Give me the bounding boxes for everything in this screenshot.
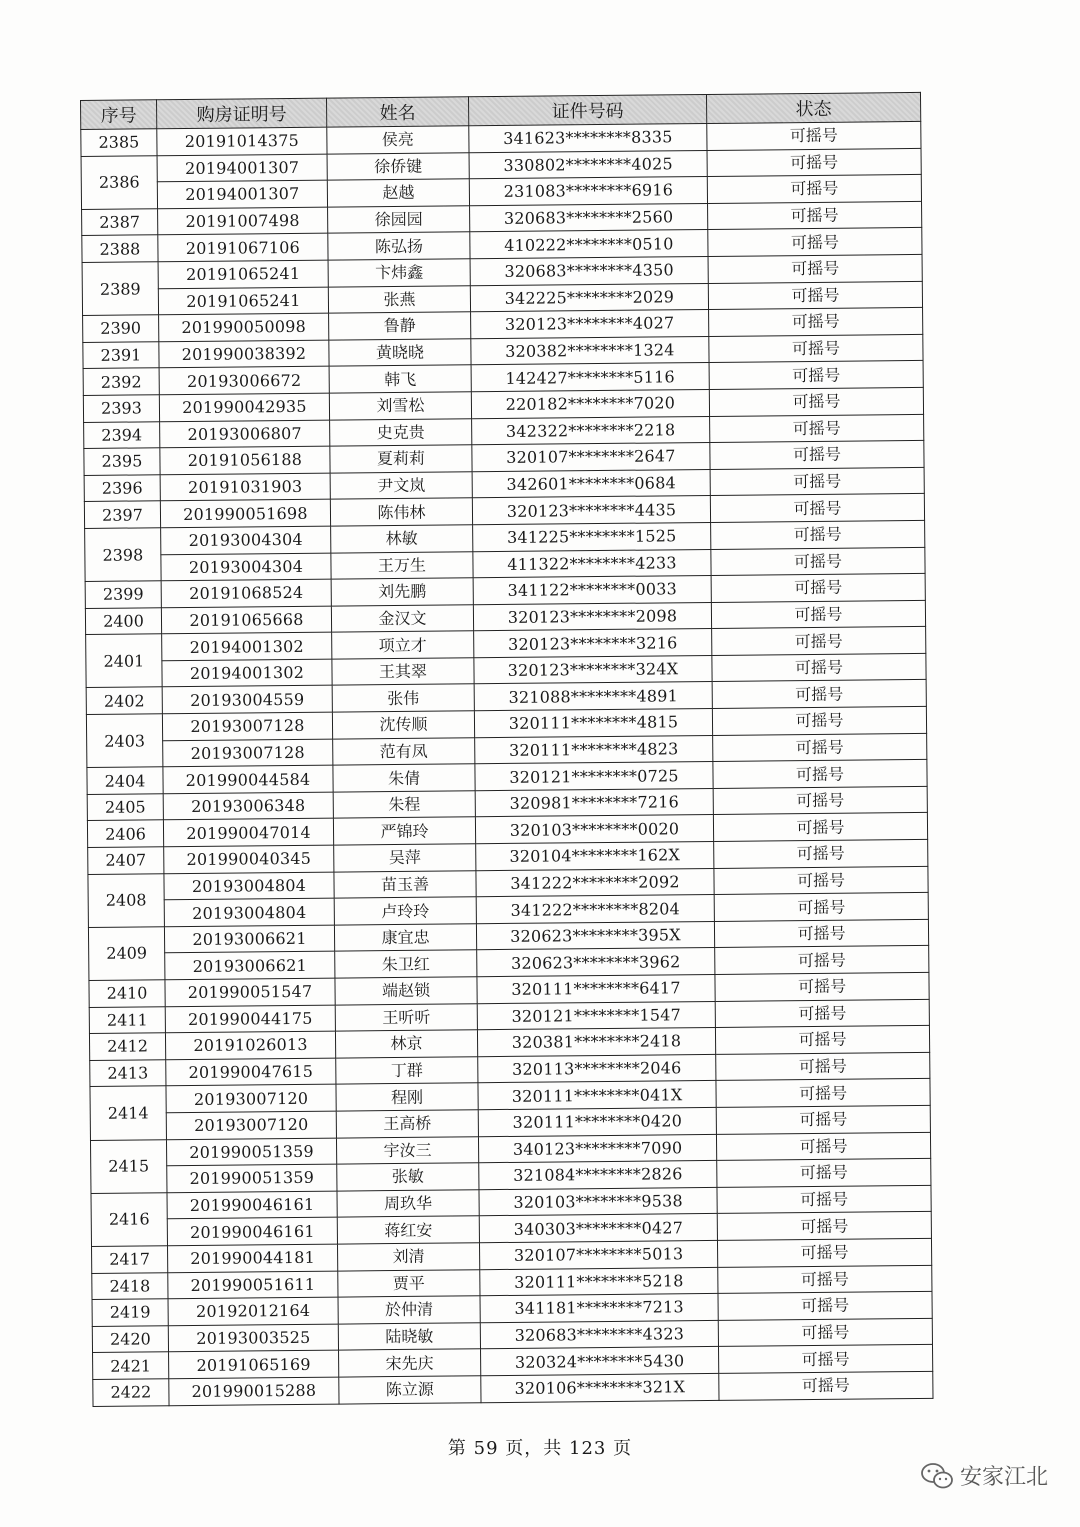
cell-id-no: 321088********4891 <box>474 682 712 711</box>
cell-name: 宇汝三 <box>336 1136 478 1164</box>
cell-cert-no: 201990040345 <box>164 845 334 873</box>
cell-id-no: 320123********3216 <box>474 629 712 658</box>
cell-cert-no: 20191056188 <box>160 446 330 474</box>
cell-cert-no: 20193004804 <box>164 898 334 926</box>
cell-cert-no: 20194001307 <box>157 154 327 182</box>
cell-seq: 2403 <box>86 714 163 768</box>
cell-name: 张伟 <box>332 684 474 712</box>
cell-status: 可摇号 <box>715 999 929 1028</box>
cell-cert-no: 20191014375 <box>157 127 327 155</box>
cell-cert-no: 20193007120 <box>166 1084 336 1112</box>
cell-name: 吴萍 <box>334 844 476 872</box>
cell-name: 严锦玲 <box>333 817 475 845</box>
cell-name: 张燕 <box>328 285 470 313</box>
cell-id-no: 320103********9538 <box>479 1187 717 1216</box>
cell-status: 可摇号 <box>709 308 923 337</box>
cell-status: 可摇号 <box>716 1052 930 1081</box>
cell-name: 刘雪松 <box>329 392 471 420</box>
cell-id-no: 342225********2029 <box>470 283 708 312</box>
cell-name: 丁群 <box>336 1057 478 1085</box>
cell-id-no: 341225********1525 <box>473 522 711 551</box>
cell-seq: 2414 <box>90 1086 167 1140</box>
cell-name: 贾平 <box>338 1269 480 1297</box>
cell-name: 鲁静 <box>329 312 471 340</box>
cell-seq: 2390 <box>83 315 159 342</box>
cell-status: 可摇号 <box>715 972 929 1001</box>
cell-cert-no: 20193003525 <box>168 1324 338 1352</box>
cell-cert-no: 201990044175 <box>165 1005 335 1033</box>
cell-cert-no: 201990047014 <box>163 819 333 847</box>
cell-cert-no: 20191026013 <box>165 1031 335 1059</box>
cell-cert-no: 201990051359 <box>167 1164 337 1192</box>
cell-cert-no: 201990047615 <box>166 1058 336 1086</box>
cell-name: 项立才 <box>332 631 474 659</box>
cell-status: 可摇号 <box>712 706 926 735</box>
cell-name: 蒋红安 <box>337 1216 479 1244</box>
cell-cert-no: 20193004559 <box>162 686 332 714</box>
cell-status: 可摇号 <box>719 1371 933 1400</box>
cell-name: 苗玉善 <box>334 870 476 898</box>
cell-status: 可摇号 <box>717 1238 931 1267</box>
cell-name: 王其翠 <box>332 658 474 686</box>
cell-cert-no: 201990051611 <box>168 1271 338 1299</box>
cell-seq: 2387 <box>82 209 158 236</box>
cell-seq: 2412 <box>89 1033 165 1060</box>
cell-id-no: 320683********4350 <box>470 256 708 285</box>
cell-seq: 2395 <box>84 448 160 475</box>
cell-id-no: 320121********1547 <box>477 1001 715 1030</box>
cell-name: 黄晓晓 <box>329 339 471 367</box>
cell-name: 陈伟林 <box>330 498 472 526</box>
cell-status: 可摇号 <box>709 334 923 363</box>
cell-seq: 2418 <box>92 1272 168 1299</box>
cell-cert-no: 20191065241 <box>158 287 328 315</box>
cell-id-no: 231083********6916 <box>469 177 707 206</box>
cell-name: 徐园园 <box>328 206 470 234</box>
cell-cert-no: 20191065668 <box>161 606 331 634</box>
cell-status: 可摇号 <box>713 760 927 789</box>
cell-cert-no: 20194001302 <box>162 659 332 687</box>
cell-id-no: 320107********5013 <box>479 1240 717 1269</box>
cell-status: 可摇号 <box>710 494 924 523</box>
cell-cert-no: 20191067106 <box>158 234 328 262</box>
cell-id-no: 340303********0427 <box>479 1214 717 1243</box>
cell-name: 刘清 <box>337 1243 479 1271</box>
cell-cert-no: 20193006672 <box>159 366 329 394</box>
cell-id-no: 320123********2098 <box>473 602 711 631</box>
cell-cert-no: 201990044584 <box>163 765 333 793</box>
cell-status: 可摇号 <box>710 467 924 496</box>
cell-seq: 2388 <box>82 235 158 262</box>
cell-name: 张敏 <box>337 1163 479 1191</box>
cell-status: 可摇号 <box>713 813 927 842</box>
cell-cert-no: 20194001307 <box>157 180 327 208</box>
cell-name: 端赵锁 <box>335 977 477 1005</box>
cell-id-no: 330802********4025 <box>469 150 707 179</box>
cell-cert-no: 201990051547 <box>165 978 335 1006</box>
cell-cert-no: 20191007498 <box>158 207 328 235</box>
cell-seq: 2413 <box>90 1060 166 1087</box>
cell-status: 可摇号 <box>707 121 921 150</box>
cell-status: 可摇号 <box>710 414 924 443</box>
cell-seq: 2410 <box>89 980 165 1007</box>
cell-cert-no: 20193004304 <box>161 526 331 554</box>
cell-cert-no: 20191031903 <box>160 473 330 501</box>
cell-name: 王万生 <box>331 551 473 579</box>
cell-seq: 2416 <box>91 1192 168 1246</box>
cell-seq: 2420 <box>92 1325 168 1352</box>
cell-id-no: 320121********0725 <box>475 762 713 791</box>
cell-seq: 2422 <box>93 1379 169 1406</box>
cell-seq: 2402 <box>86 687 162 714</box>
cell-seq: 2407 <box>88 847 164 874</box>
cell-name: 夏莉莉 <box>330 445 472 473</box>
cell-id-no: 320981********7216 <box>475 788 713 817</box>
cell-status: 可摇号 <box>714 919 928 948</box>
cell-id-no: 142427********5116 <box>471 363 709 392</box>
cell-id-no: 342322********2218 <box>472 416 710 445</box>
cell-cert-no: 20193006348 <box>163 792 333 820</box>
cell-cert-no: 20193004804 <box>164 872 334 900</box>
cell-seq: 2398 <box>85 528 162 582</box>
cell-status: 可摇号 <box>709 361 923 390</box>
table-body <box>81 121 933 1406</box>
cell-status: 可摇号 <box>718 1345 932 1374</box>
cell-name: 徐侨键 <box>327 152 469 180</box>
cell-id-no: 320111********041X <box>478 1081 716 1110</box>
cell-cert-no: 20191065241 <box>158 260 328 288</box>
cell-id-no: 341222********2092 <box>476 868 714 897</box>
cell-cert-no: 201990046161 <box>167 1191 337 1219</box>
cell-cert-no: 20191065169 <box>169 1350 339 1378</box>
page-number: 第 59 页，共 123 页 <box>447 1438 633 1459</box>
cell-seq: 2404 <box>87 767 163 794</box>
cell-name: 王高桥 <box>336 1110 478 1138</box>
cell-name: 陈弘扬 <box>328 232 470 260</box>
cell-id-no: 320111********4815 <box>474 709 712 738</box>
cell-seq: 2415 <box>90 1139 167 1193</box>
cell-status: 可摇号 <box>709 387 923 416</box>
cell-status: 可摇号 <box>708 201 922 230</box>
cell-cert-no: 201990050098 <box>159 313 329 341</box>
cell-id-no: 320104********162X <box>476 841 714 870</box>
cell-id-no: 341122********0033 <box>473 576 711 605</box>
header-seq: 序号 <box>81 100 157 130</box>
cell-status: 可摇号 <box>716 1105 930 1134</box>
cell-id-no: 320111********0420 <box>478 1107 716 1136</box>
cell-cert-no: 20193004304 <box>161 553 331 581</box>
cell-name: 於仲清 <box>338 1296 480 1324</box>
header-id-no: 证件号码 <box>468 94 706 125</box>
cell-cert-no: 201990042935 <box>159 393 329 421</box>
cell-seq: 2385 <box>81 129 157 156</box>
cell-seq: 2411 <box>89 1006 165 1033</box>
cell-name: 陈立源 <box>339 1376 481 1404</box>
cell-status: 可摇号 <box>711 574 925 603</box>
cell-cert-no: 20193006621 <box>165 952 335 980</box>
cell-status: 可摇号 <box>711 600 925 629</box>
cell-id-no: 320683********2560 <box>470 203 708 232</box>
cell-id-no: 410222********0510 <box>470 230 708 259</box>
cell-status: 可摇号 <box>717 1212 931 1241</box>
cell-status: 可摇号 <box>715 946 929 975</box>
cell-name: 沈传顺 <box>332 711 474 739</box>
cell-cert-no: 201990044181 <box>168 1244 338 1272</box>
cell-id-no: 411322********4233 <box>473 549 711 578</box>
cell-status: 可摇号 <box>711 520 925 549</box>
cell-status: 可摇号 <box>714 893 928 922</box>
cell-id-no: 320107********2647 <box>472 443 710 472</box>
header-cert-no: 购房证明号 <box>157 98 327 129</box>
cell-cert-no: 201990038392 <box>159 340 329 368</box>
watermark-text: 安家江北 <box>959 1465 1048 1490</box>
cell-name: 朱程 <box>333 791 475 819</box>
cell-name: 朱倩 <box>333 764 475 792</box>
cell-seq: 2392 <box>83 368 159 395</box>
cell-status: 可摇号 <box>717 1159 931 1188</box>
cell-name: 陆晓敏 <box>338 1322 480 1350</box>
cell-cert-no: 201990015288 <box>169 1377 339 1405</box>
cell-cert-no: 20193007120 <box>166 1111 336 1139</box>
cell-seq: 2406 <box>87 820 163 847</box>
cell-status: 可摇号 <box>717 1185 931 1214</box>
cell-id-no: 320111********6417 <box>477 974 715 1003</box>
cell-status: 可摇号 <box>713 786 927 815</box>
cell-id-no: 320324********5430 <box>481 1347 719 1376</box>
cell-status: 可摇号 <box>718 1318 932 1347</box>
cell-id-no: 320683********4323 <box>480 1320 718 1349</box>
cell-cert-no: 201990051698 <box>160 499 330 527</box>
cell-name: 金汉文 <box>331 604 473 632</box>
cell-cert-no: 20193007128 <box>163 739 333 767</box>
cell-id-no: 320623********3962 <box>477 948 715 977</box>
cell-id-no: 341222********8204 <box>476 895 714 924</box>
cell-status: 可摇号 <box>716 1132 930 1161</box>
cell-name: 朱卫红 <box>335 950 477 978</box>
cell-name: 韩飞 <box>329 365 471 393</box>
cell-id-no: 320111********5218 <box>480 1267 718 1296</box>
cell-status: 可摇号 <box>708 254 922 283</box>
cell-id-no: 320123********4027 <box>471 310 709 339</box>
cell-id-no: 220182********7020 <box>471 389 709 418</box>
cell-name: 林京 <box>335 1030 477 1058</box>
cell-status: 可摇号 <box>713 733 927 762</box>
header-name: 姓名 <box>326 97 468 127</box>
cell-id-no: 320111********4823 <box>475 735 713 764</box>
cell-cert-no: 20193006621 <box>164 925 334 953</box>
cell-status: 可摇号 <box>715 1026 929 1055</box>
cell-name: 康宜忠 <box>334 924 476 952</box>
cell-id-no: 341623********8335 <box>469 123 707 152</box>
cell-cert-no: 20193006807 <box>160 420 330 448</box>
cell-status: 可摇号 <box>712 680 926 709</box>
cell-id-no: 320113********2046 <box>478 1054 716 1083</box>
cell-name: 赵越 <box>327 179 469 207</box>
cell-name: 尹文岚 <box>330 471 472 499</box>
cell-id-no: 320382********1324 <box>471 336 709 365</box>
cell-name: 史克贵 <box>330 418 472 446</box>
cell-cert-no: 20191068524 <box>161 579 331 607</box>
cell-cert-no: 201990051359 <box>166 1138 336 1166</box>
cell-seq: 2401 <box>86 634 163 688</box>
cell-id-no: 341181********7213 <box>480 1294 718 1323</box>
cell-seq: 2394 <box>84 421 160 448</box>
wechat-icon <box>920 1462 954 1490</box>
cell-status: 可摇号 <box>712 627 926 656</box>
cell-status: 可摇号 <box>707 175 921 204</box>
cell-status: 可摇号 <box>711 547 925 576</box>
cell-seq: 2400 <box>85 607 161 634</box>
cell-id-no: 320123********324X <box>474 655 712 684</box>
cell-id-no: 320106********321X <box>481 1373 719 1402</box>
cell-cert-no: 20193007128 <box>162 712 332 740</box>
cell-status: 可摇号 <box>708 228 922 257</box>
cell-seq: 2389 <box>82 262 159 316</box>
cell-seq: 2405 <box>87 794 163 821</box>
cell-id-no: 320623********395X <box>476 921 714 950</box>
cell-cert-no: 20192012164 <box>168 1297 338 1325</box>
cell-id-no: 320123********4435 <box>472 496 710 525</box>
cell-name: 程刚 <box>336 1083 478 1111</box>
cell-status: 可摇号 <box>714 839 928 868</box>
header-status: 状态 <box>706 92 920 123</box>
cell-status: 可摇号 <box>707 148 921 177</box>
cell-seq: 2421 <box>93 1352 169 1379</box>
cell-status: 可摇号 <box>714 866 928 895</box>
cell-seq: 2408 <box>88 873 165 927</box>
cell-seq: 2396 <box>84 474 160 501</box>
watermark <box>920 1460 1048 1491</box>
cell-seq: 2386 <box>81 155 158 209</box>
cell-name: 宋先庆 <box>339 1349 481 1377</box>
cell-id-no: 342601********0684 <box>472 469 710 498</box>
cell-cert-no: 201990046161 <box>167 1217 337 1245</box>
cell-id-no: 340123********7090 <box>478 1134 716 1163</box>
cell-id-no: 320381********2418 <box>477 1028 715 1057</box>
cell-cert-no: 20194001302 <box>162 632 332 660</box>
cell-name: 卢玲玲 <box>334 897 476 925</box>
cell-name: 林敏 <box>331 525 473 553</box>
cell-seq: 2417 <box>92 1246 168 1273</box>
cell-id-no: 320103********0020 <box>475 815 713 844</box>
cell-status: 可摇号 <box>716 1079 930 1108</box>
cell-name: 刘先鹏 <box>331 578 473 606</box>
cell-name: 侯亮 <box>327 126 469 154</box>
cell-status: 可摇号 <box>712 653 926 682</box>
cell-name: 周玖华 <box>337 1189 479 1217</box>
cell-status: 可摇号 <box>718 1292 932 1321</box>
cell-status: 可摇号 <box>710 441 924 470</box>
cell-seq: 2391 <box>83 342 159 369</box>
cell-seq: 2409 <box>88 927 165 981</box>
cell-seq: 2397 <box>84 501 160 528</box>
cell-name: 范有凤 <box>333 737 475 765</box>
cell-name: 卞炜鑫 <box>328 259 470 287</box>
cell-name: 王听听 <box>335 1003 477 1031</box>
cell-id-no: 321084********2826 <box>479 1161 717 1190</box>
cell-seq: 2419 <box>92 1299 168 1326</box>
cell-status: 可摇号 <box>708 281 922 310</box>
cell-seq: 2399 <box>85 581 161 608</box>
cell-seq: 2393 <box>83 395 159 422</box>
lottery-roster-table <box>80 92 934 1407</box>
cell-status: 可摇号 <box>718 1265 932 1294</box>
